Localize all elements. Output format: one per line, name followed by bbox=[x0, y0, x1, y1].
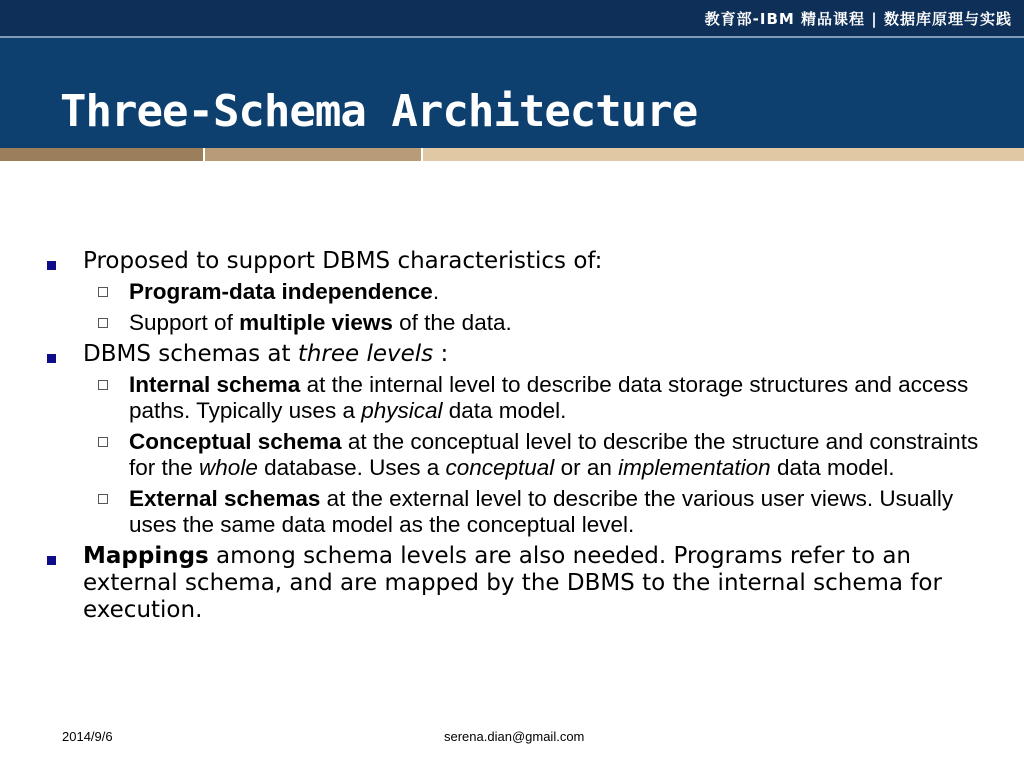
bullet-item bbox=[40, 341, 980, 368]
course-brand: 教育部-IBM 精品课程 | 数据库原理与实践 bbox=[704, 10, 1012, 28]
bullet-text: Proposed to support DBMS characteristics of: bbox=[83, 248, 603, 274]
bullet-text: DBMS schemas at bbox=[83, 341, 298, 367]
bullet-text: at the external level to describe the various user views. Usually uses the same data model as the conceptual level. bbox=[129, 486, 954, 537]
hollow-square-bullet-icon bbox=[98, 287, 108, 297]
bullet-text: Support of bbox=[129, 310, 240, 335]
bullet-text: data model. bbox=[770, 455, 895, 480]
title-bar bbox=[0, 38, 1024, 148]
bullet-text: data model. bbox=[442, 398, 567, 423]
bullet-item bbox=[40, 543, 980, 624]
square-bullet-icon bbox=[47, 354, 56, 363]
bold-term: Mappings bbox=[83, 543, 209, 569]
bullet-text: at the internal level to describe data storage structures and access paths. Typically uses a bbox=[129, 372, 969, 423]
slide-body bbox=[40, 248, 980, 628]
bold-term: Program-data independence bbox=[129, 279, 433, 304]
sub-bullet-item bbox=[83, 310, 980, 336]
italic-term: whole bbox=[199, 455, 258, 480]
stripe-light bbox=[423, 148, 1024, 161]
bullet-text: . bbox=[432, 279, 440, 304]
stripe-mid bbox=[205, 148, 421, 161]
bullet-text: or an bbox=[554, 455, 619, 480]
slide-title: Three-Schema Architecture bbox=[60, 86, 698, 137]
bold-term: Internal schema bbox=[129, 372, 301, 397]
bullet-text: : bbox=[433, 341, 449, 367]
italic-term: three levels bbox=[297, 341, 434, 367]
stripe-dark bbox=[0, 148, 203, 161]
bold-term: External schemas bbox=[129, 486, 321, 511]
sub-bullet-item bbox=[83, 372, 980, 424]
top-banner bbox=[0, 0, 1024, 36]
footer-email: serena.dian@gmail.com bbox=[444, 729, 585, 744]
square-bullet-icon bbox=[47, 261, 56, 270]
bullet-text: database. Uses a bbox=[257, 455, 446, 480]
footer-date: 2014/9/6 bbox=[62, 729, 113, 744]
bullet-text: at the conceptual level to describe the structure and constraints for the bbox=[129, 429, 979, 480]
sub-bullet-item bbox=[83, 279, 980, 305]
sub-bullet-item bbox=[83, 429, 980, 481]
hollow-square-bullet-icon bbox=[98, 318, 108, 328]
bullet-item bbox=[40, 248, 980, 275]
italic-term: physical bbox=[361, 398, 443, 423]
italic-term: conceptual bbox=[445, 455, 555, 480]
bold-term: multiple views bbox=[239, 310, 393, 335]
bullet-text: of the data. bbox=[392, 310, 512, 335]
sub-bullet-item bbox=[83, 486, 980, 538]
hollow-square-bullet-icon bbox=[98, 437, 108, 447]
bold-term: Conceptual schema bbox=[129, 429, 342, 454]
decorative-stripes bbox=[0, 148, 1024, 161]
square-bullet-icon bbox=[47, 556, 56, 565]
italic-term: implementation bbox=[618, 455, 771, 480]
bullet-text: among schema levels are also needed. Programs refer to an external schema, and are mapped by the DBMS to the internal schema for execution. bbox=[83, 543, 942, 623]
hollow-square-bullet-icon bbox=[98, 380, 108, 390]
hollow-square-bullet-icon bbox=[98, 494, 108, 504]
